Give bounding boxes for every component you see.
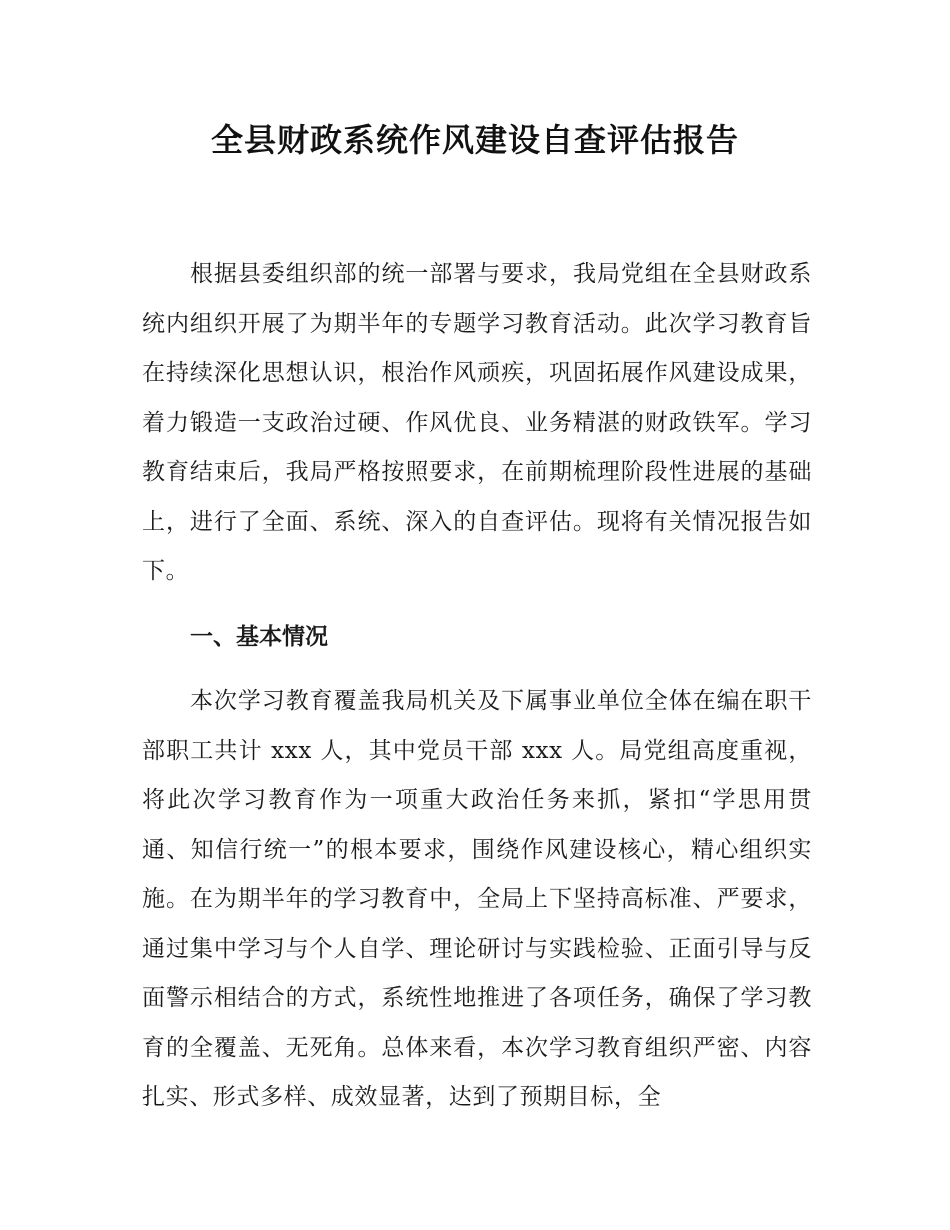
- document-title: 全县财政系统作风建设自查评估报告: [210, 121, 739, 159]
- intro-paragraph: 根据县委组织部的统一部署与要求，我局党组在全县财政系统内组织开展了为期半年的专题学习教育活动。此次学习教育旨在持续深化思想认识，根治作风顽疾，巩固拓展作风建设成果，着力锻造一支政治过硬、作风优良、业务精湛的财政铁军。学习教育结束后，我局严格按照要求，在前期梳理阶段性进展的基础上，进行了全面、系统、深入的自查评估。现将有关情况报告如下。: [142, 261, 812, 584]
- section-heading-basic-situation: 一、基本情况: [190, 624, 328, 650]
- basic-situation-paragraph: 本次学习教育覆盖我局机关及下属事业单位全体在编在职干部职工共计 xxx 人，其中党员干部 xxx 人。局党组高度重视，将此次学习教育作为一项重大政治任务来抓，紧扣“学思用贯通、知信行统一”的根本要求，围绕作风建设核心，精心组织实施。在为期半年的学习教育中，全局上下坚持高标准、严要求，通过集中学习与个人自学、理论研讨与实践检验、正面引导与反面警示相结合的方式，系统性地推进了各项任务，确保了学习教育的全覆盖、无死角。总体来看，本次学习教育组织严密、内容扎实、形式多样、成效显著，达到了预期目标，全: [142, 688, 812, 1110]
